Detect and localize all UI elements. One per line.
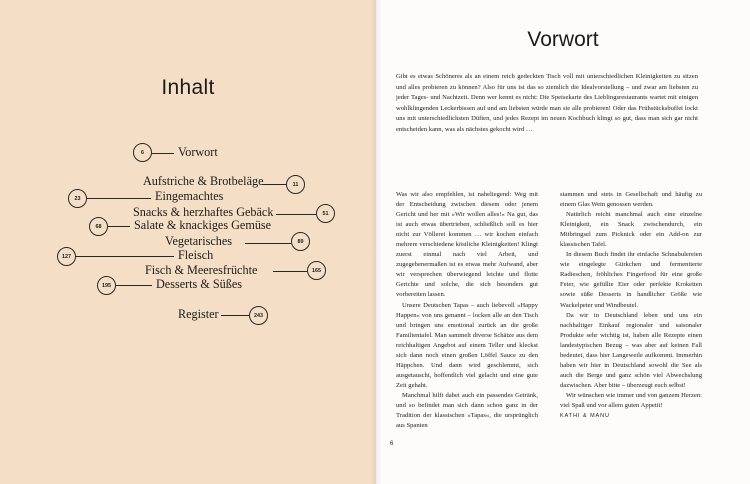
toc-entry-fleisch[interactable]: Fleisch — [178, 248, 214, 262]
contents-title: Inhalt — [161, 76, 215, 99]
page-marker-vorwort: 6 — [133, 143, 152, 162]
body-paragraph: Da wir in Deutschland leben und uns ein nachhaltiger Einkauf regionaler und saisonaler Produkte sehr wichtig ist, haben alle Rezepte einen landestypischen Bezug – was aber auf keinen Fall bedeutet, dass hier Langeweile aufkommt. Immerhin haben wir hier in Deutschland sowohl die See als auch die Berge und ganz schön viel Abwechslung dazwischen. Aber bitte – überzeugt euch selbst! — [560, 311, 702, 389]
toc-entry-fisch[interactable]: Fisch & Meeresfrüchte — [145, 263, 258, 277]
leader-line — [276, 214, 316, 215]
toc-entry-register[interactable]: Register — [178, 307, 219, 321]
body-paragraph: Was wir also empfehlen, ist naheliegend: Weg mit der Entscheidung zwischen diesem oder jenem Gericht und her mit »Wir wollen alles!« Na gut, das ist auch etwas übertrieben, schließlich soll es hier nicht zur Völlerei kommen … wir kochen einfach mehrere verschiedene köstliche Kleinigkeiten! Klingt zuerst einmal nach viel Arbeit, und zugegebenermaßen ist es etwas mehr Aufwand, aber wir versprechen überwiegend leichte und flotte Gerichte und solche, die sich besonders gut vorbereiten lassen. — [396, 191, 538, 299]
leader-line — [245, 243, 291, 244]
page-marker-register: 243 — [249, 306, 268, 325]
toc-entry-salate[interactable]: Salate & knackiges Gemüse — [134, 218, 272, 232]
intro-paragraph: Gibt es etwas Schöneres als an einem reich gedeckten Tisch voll mit unterschiedlichen Kleinigkeiten zu sitzen und alles probieren zu können? Also für uns ist das so ziemlich die Idealvorstellung – und zwar am liebsten zu jeder Tages- und Nachtzeit. Denn wer kennt es nicht: Die Speisekarte des Lieblingsrestaurants wartet mit einigen wohlklingenden Leckerbissen auf und am liebsten würde man sie alle probieren! Oder das Frühstücksbuffet lockt uns mit unterschiedlichsten Düften, und jedes Rezept im neuen Kochbuch klingt so gut, dass man sich gar nicht entscheiden kann, was als nächstes gekocht wird … — [396, 73, 698, 133]
toc-entry-eingemachtes[interactable]: Eingemachtes — [155, 189, 224, 203]
leader-line — [273, 271, 307, 272]
leader-line — [87, 198, 151, 199]
page-marker-eingemachtes: 23 — [68, 189, 87, 208]
toc-entry-snacks[interactable]: Snacks & herzhaftes Gebäck — [133, 205, 274, 219]
leader-line — [76, 256, 174, 257]
page-marker-desserts: 195 — [97, 276, 116, 295]
body-paragraph: Natürlich reicht manchmal auch eine einzelne Kleinigkeit, ein Snack zwischendurch, ein Mitbringsel zum Picknick oder ein Add-on zur klassischen Tafel. — [560, 211, 702, 249]
body-paragraph: In diesem Buch findet ihr einfache Schnabulereien wie eingelegte Gürkchen und fermentierte Radieschen, fröhliches Fingerfood für eine große Feier, wie gefüllte Eier oder perfekte Kroketten sowie süße Desserts in handlicher Größe wie Wackelpeter und Windbeutel. — [560, 251, 702, 309]
body-paragraph: Manchmal hilft dabei auch ein passendes Getränk, und so befindet man sich dann schon ganz in der Tradition der klassischen »Tapas«, die ursprünglich aus Spanien — [396, 391, 538, 430]
signature: KATHI & MANU — [560, 413, 610, 420]
page-marker-fleisch: 127 — [57, 247, 76, 266]
foreword-title: Vorwort — [527, 28, 599, 51]
page-marker-vegetarisches: 89 — [291, 232, 310, 251]
toc-entry-aufstriche[interactable]: Aufstriche & Brotbeläge — [143, 174, 264, 188]
leader-line — [116, 285, 152, 286]
text-column-left — [396, 190, 538, 431]
body-paragraph: Unsere Deutschen Tapas – auch liebevoll »Happy Happen« von uns genannt – locken alle an den Tisch und bringen uns emotional zurück an die große Familientafel. Man sammelt diverse Schätze aus dem reichhaltigen Angebot auf einem Teller und kleckst sich dann noch einen großen Löffel Sauce zu den Häppchen. Und dann wird geschlemmt, sich ausgetauscht, hoffentlich viel gelacht und eine gute Zeit gehabt. — [396, 301, 538, 389]
page-marker-salate: 68 — [89, 217, 108, 236]
page-number: 6 — [390, 441, 394, 447]
leader-line — [262, 184, 286, 185]
page-marker-aufstriche: 11 — [286, 175, 305, 194]
foreword-intro — [396, 72, 698, 136]
leader-line — [221, 315, 249, 316]
body-paragraph: stammen und stets in Gesellschaft und häufig zu einem Glas Wein genossen werden. — [560, 191, 702, 209]
toc-entry-vorwort[interactable]: Vorwort — [178, 145, 218, 159]
page-marker-fisch: 165 — [307, 261, 326, 280]
body-paragraph: Wir wünschen wie immer und von ganzem Herzen: viel Spaß und vor allem guten Appetit! — [560, 391, 702, 409]
toc-entry-vegetarisches[interactable]: Vegetarisches — [165, 234, 233, 248]
toc-entry-desserts[interactable]: Desserts & Süßes — [156, 277, 242, 291]
text-column-right — [560, 190, 702, 421]
leader-line — [108, 226, 130, 227]
leader-line — [152, 153, 174, 154]
page-marker-snacks: 51 — [316, 204, 335, 223]
